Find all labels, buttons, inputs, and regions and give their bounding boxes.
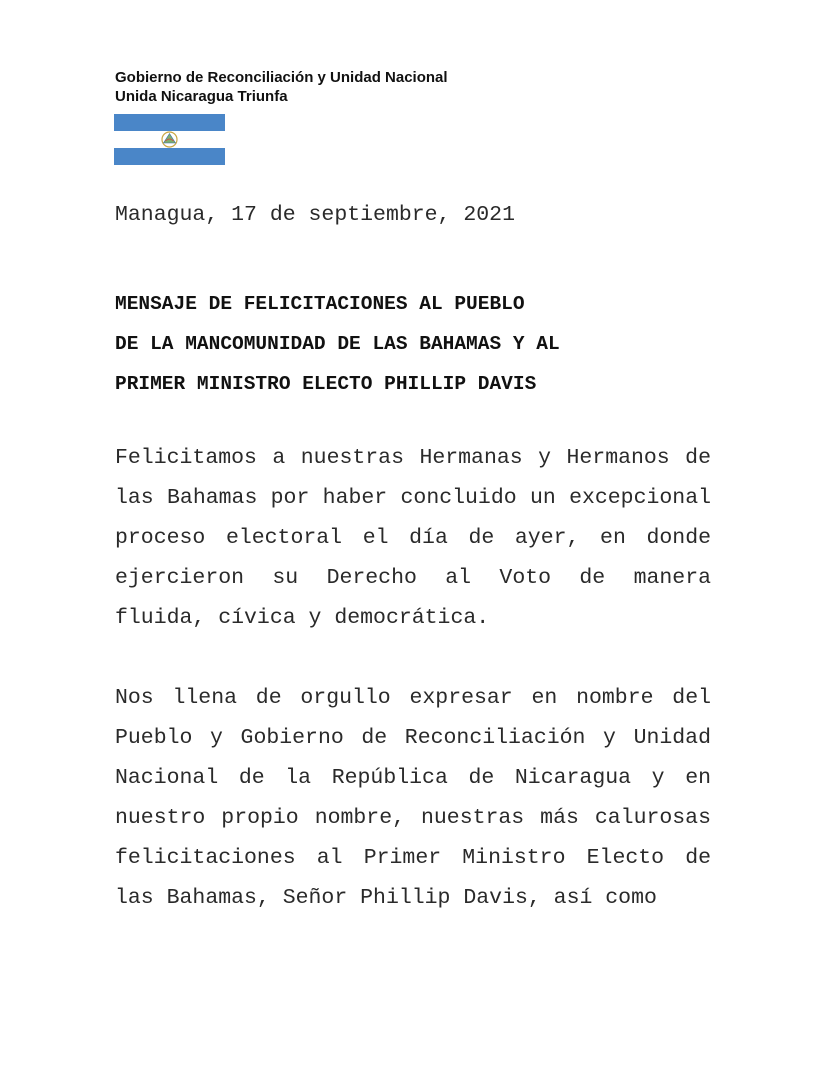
title-line-1: MENSAJE DE FELICITACIONES AL PUEBLO [115,293,525,315]
body-paragraph-1: Felicitamos a nuestras Hermanas y Hermanos de las Bahamas por haber concluido un excepcional proceso electoral el día de ayer, en donde ejercieron su Derecho al Voto de manera fluida, cívica y democrática. [115,446,711,630]
body-paragraph-2: Nos llena de orgullo expresar en nombre del Pueblo y Gobierno de Reconciliación y Unidad Nacional de la República de Nicaragua y en nuestro propio nombre, nuestras más calurosas felicitaciones al Primer Ministro Electo de las Bahamas, Señor Phillip Davis, así como [115,686,711,910]
letterhead-slogan: Unida Nicaragua Triunfa [115,88,288,105]
letter-date: Managua, 17 de septiembre, 2021 [115,203,515,227]
nicaragua-flag-icon [114,114,225,165]
letterhead-government-name: Gobierno de Reconciliación y Unidad Nacional [115,69,448,86]
letterhead [115,68,448,106]
letter-title [115,284,560,404]
title-line-2: DE LA MANCOMUNIDAD DE LAS BAHAMAS Y AL [115,333,560,355]
title-line-3: PRIMER MINISTRO ELECTO PHILLIP DAVIS [115,373,537,395]
